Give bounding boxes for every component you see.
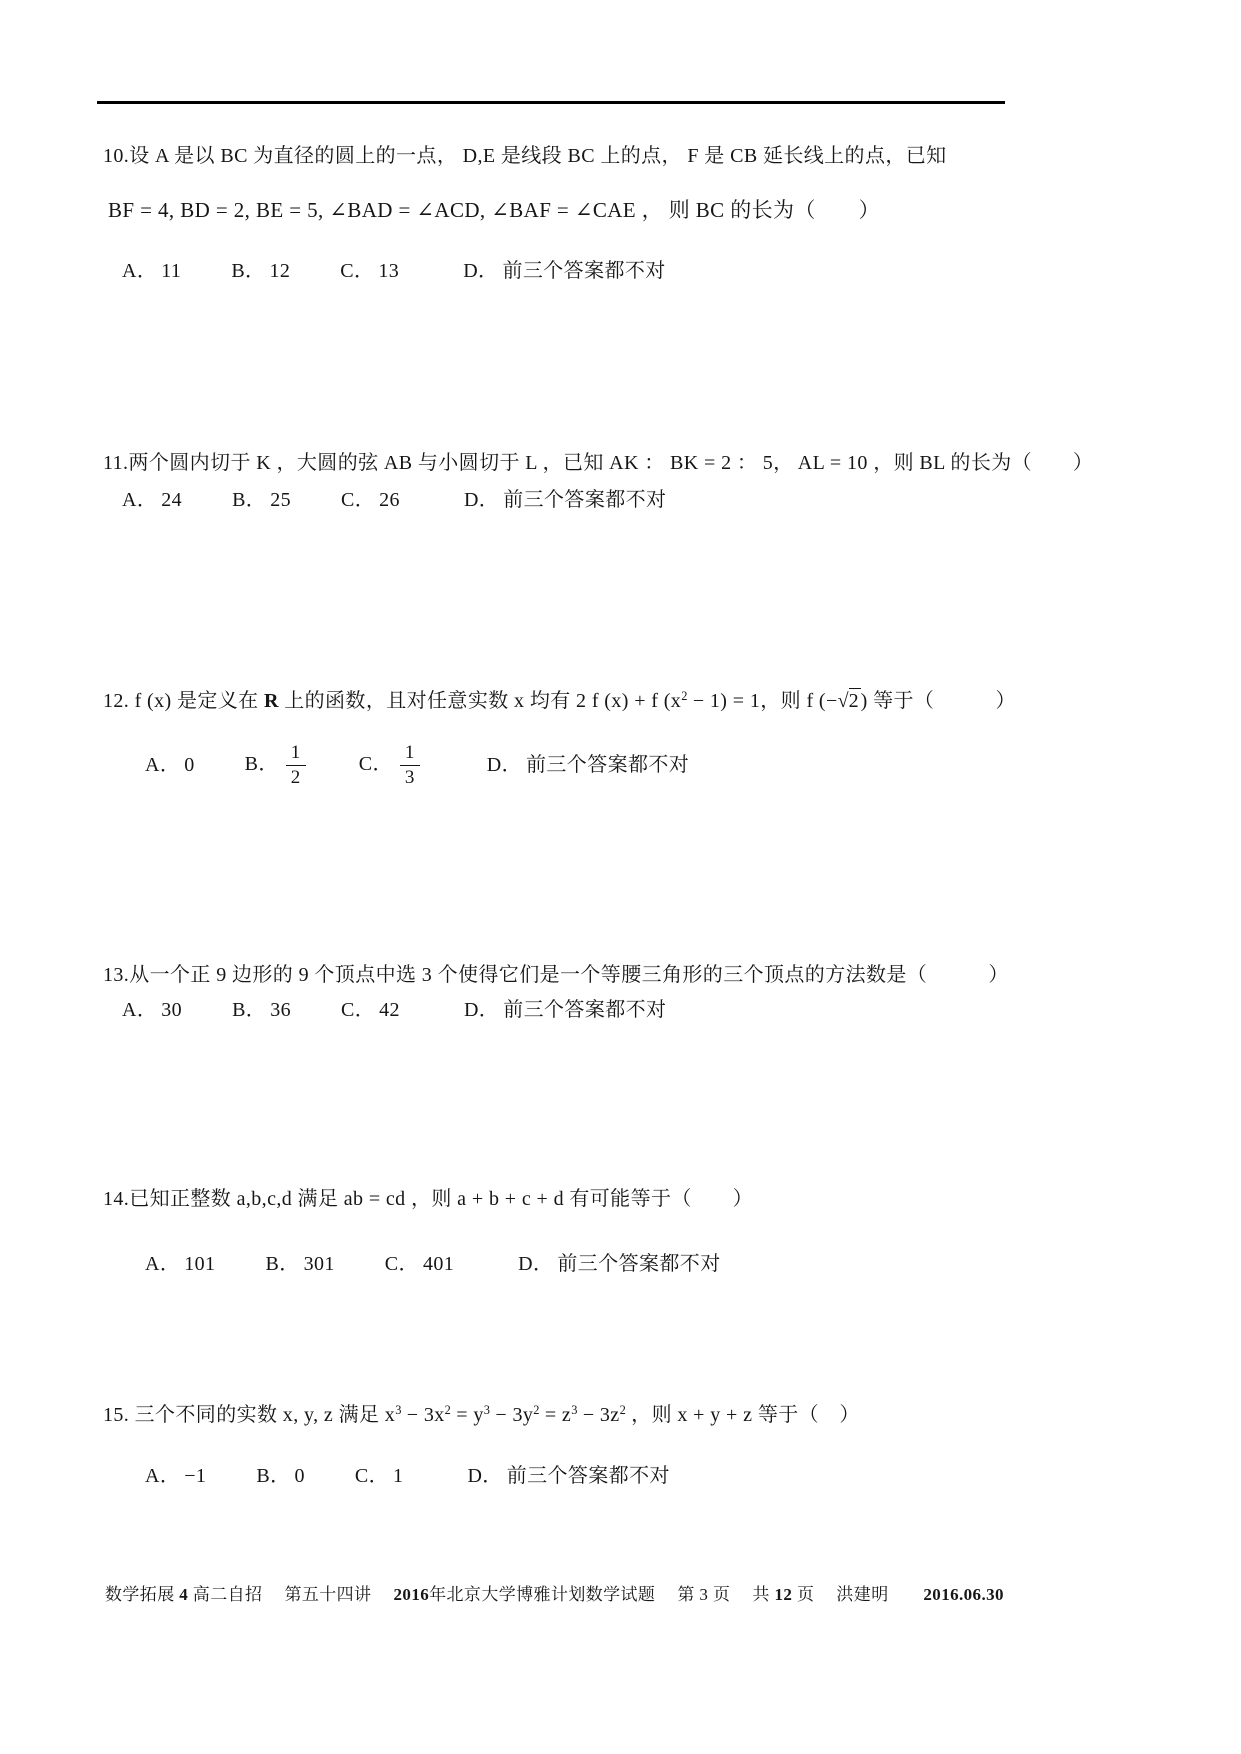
question-12-option-c <box>359 742 423 789</box>
option-value: 前三个答案都不对 <box>506 1465 670 1487</box>
question-10-option-d <box>463 258 665 284</box>
option-label: D． <box>463 999 500 1021</box>
question-13-option-c <box>341 997 400 1023</box>
option-label: D． <box>518 1253 554 1275</box>
option-value: 前三个答案都不对 <box>503 999 667 1021</box>
option-label: B． <box>232 999 267 1021</box>
option-value: 13 <box>378 260 400 282</box>
option-value: 26 <box>379 489 400 511</box>
option-label: A． <box>122 260 158 282</box>
question-12-option-a <box>145 752 195 778</box>
option-value: 前三个答案都不对 <box>557 1253 721 1275</box>
question-11-option-d <box>464 487 666 513</box>
option-label: A． <box>145 754 181 776</box>
question-11-options <box>122 487 666 513</box>
question-15-option-b <box>256 1463 305 1489</box>
question-12-option-b <box>245 742 309 789</box>
option-label: C． <box>384 1253 419 1275</box>
question-11-option-c <box>341 487 400 513</box>
option-value: 前三个答案都不对 <box>503 489 667 511</box>
option-value: $\frac{1}{2}$ <box>283 753 309 775</box>
question-12-options <box>145 733 689 797</box>
question-15-text: 15. 三个不同的实数 x, y, z 满足 $x^3 - 3x^2 = y^3 - 3y^2 = z^3 - 3z^2$ ，则 x + y + z 等于（ ） <box>103 1403 860 1426</box>
option-value: 前三个答案都不对 <box>502 260 666 282</box>
option-value: $\frac{1}{3}$ <box>397 753 423 775</box>
question-13-options <box>122 997 666 1023</box>
option-label: B． <box>265 1253 300 1275</box>
question-14-option-c <box>385 1251 454 1277</box>
question-15-option-d <box>467 1463 669 1489</box>
question-14-option-b <box>265 1251 334 1277</box>
question-11-option-b <box>232 487 291 513</box>
question-14-options <box>145 1251 721 1277</box>
option-value: 36 <box>270 999 292 1021</box>
option-label: B． <box>244 752 279 775</box>
option-value: 101 <box>184 1253 216 1275</box>
question-12-text: 12. f (x) 是定义在 R 上的函数，且对任意实数 x 均有 2 f (x) + f $(x^2 - 1) = 1$，则 f (−√2 ) 等于（ ） <box>103 689 1016 712</box>
option-value: 301 <box>303 1253 335 1275</box>
question-15-option-c <box>355 1463 404 1489</box>
option-value: 24 <box>161 489 183 511</box>
question-13-option-d <box>464 997 666 1023</box>
option-label: B． <box>232 489 267 511</box>
option-label: B． <box>231 260 266 282</box>
option-value: −1 <box>184 1465 207 1487</box>
question-14-text: 14.已知正整数 a,b,c,d 满足 ab = cd ，则 a + b + c + d 有可能等于（ ） <box>103 1188 753 1210</box>
option-value: 0 <box>294 1465 305 1487</box>
option-label: D． <box>463 260 499 282</box>
option-value: 42 <box>379 999 400 1021</box>
option-label: A． <box>122 999 158 1021</box>
question-13-text: 13.从一个正 9 边形的 9 个顶点中选 3 个使得它们是一个等腰三角形的三个顶点的方法数是（ ） <box>103 964 1009 986</box>
question-10-option-a <box>122 258 181 284</box>
question-12-option-d <box>487 752 689 778</box>
option-label: A． <box>122 489 158 511</box>
option-label: C． <box>358 752 393 775</box>
option-value: 25 <box>270 489 292 511</box>
question-10-option-b <box>231 258 290 284</box>
option-label: D． <box>486 754 522 776</box>
option-label: B． <box>256 1465 291 1487</box>
option-label: C． <box>354 1465 390 1487</box>
question-13-option-b <box>232 997 291 1023</box>
question-15-option-a <box>145 1463 206 1489</box>
question-15-options <box>145 1463 670 1489</box>
option-value: 401 <box>422 1253 455 1275</box>
option-label: C． <box>341 489 376 511</box>
option-value: 1 <box>393 1465 404 1487</box>
option-value: 12 <box>269 260 291 282</box>
option-label: D． <box>463 489 500 511</box>
option-value: 30 <box>161 999 183 1021</box>
option-label: D． <box>467 1465 503 1487</box>
question-14-option-a <box>145 1251 215 1277</box>
question-10-option-c <box>340 258 399 284</box>
question-10-formula: BF = 4, BD = 2, BE = 5, ∠BAD = ∠ACD, ∠BAF = ∠CAE ， 则 BC 的长为（ ） <box>108 198 881 222</box>
option-value: 11 <box>161 260 182 282</box>
option-label: A． <box>145 1253 181 1275</box>
top-rule <box>97 101 1005 104</box>
question-13-option-a <box>122 997 182 1023</box>
question-10-options <box>122 258 666 284</box>
option-label: A． <box>145 1465 181 1487</box>
option-value: 前三个答案都不对 <box>526 754 690 776</box>
option-label: C． <box>341 999 376 1021</box>
page-footer: 数学拓展 4 高二自招 第五十四讲 2016年北京大学博雅计划数学试题 第 3 页 共 12 页 洪建明 2016.06.30 <box>105 1585 1004 1604</box>
option-label: C． <box>340 260 375 282</box>
question-11-option-a <box>122 487 182 513</box>
question-14-option-d <box>518 1251 720 1277</box>
question-11-text: 11.两个圆内切于 K ，大圆的弦 AB 与小圆切于 L ，已知 AK ： BK = 2 ： 5， AL = 10 ，则 BL 的长为（ ） <box>103 452 1094 474</box>
option-value: 0 <box>184 754 195 776</box>
question-10-text: 10.设 A 是以 BC 为直径的圆上的一点， D,E 是线段 BC 上的点， F 是 CB 延长线上的点，已知 <box>103 145 947 167</box>
